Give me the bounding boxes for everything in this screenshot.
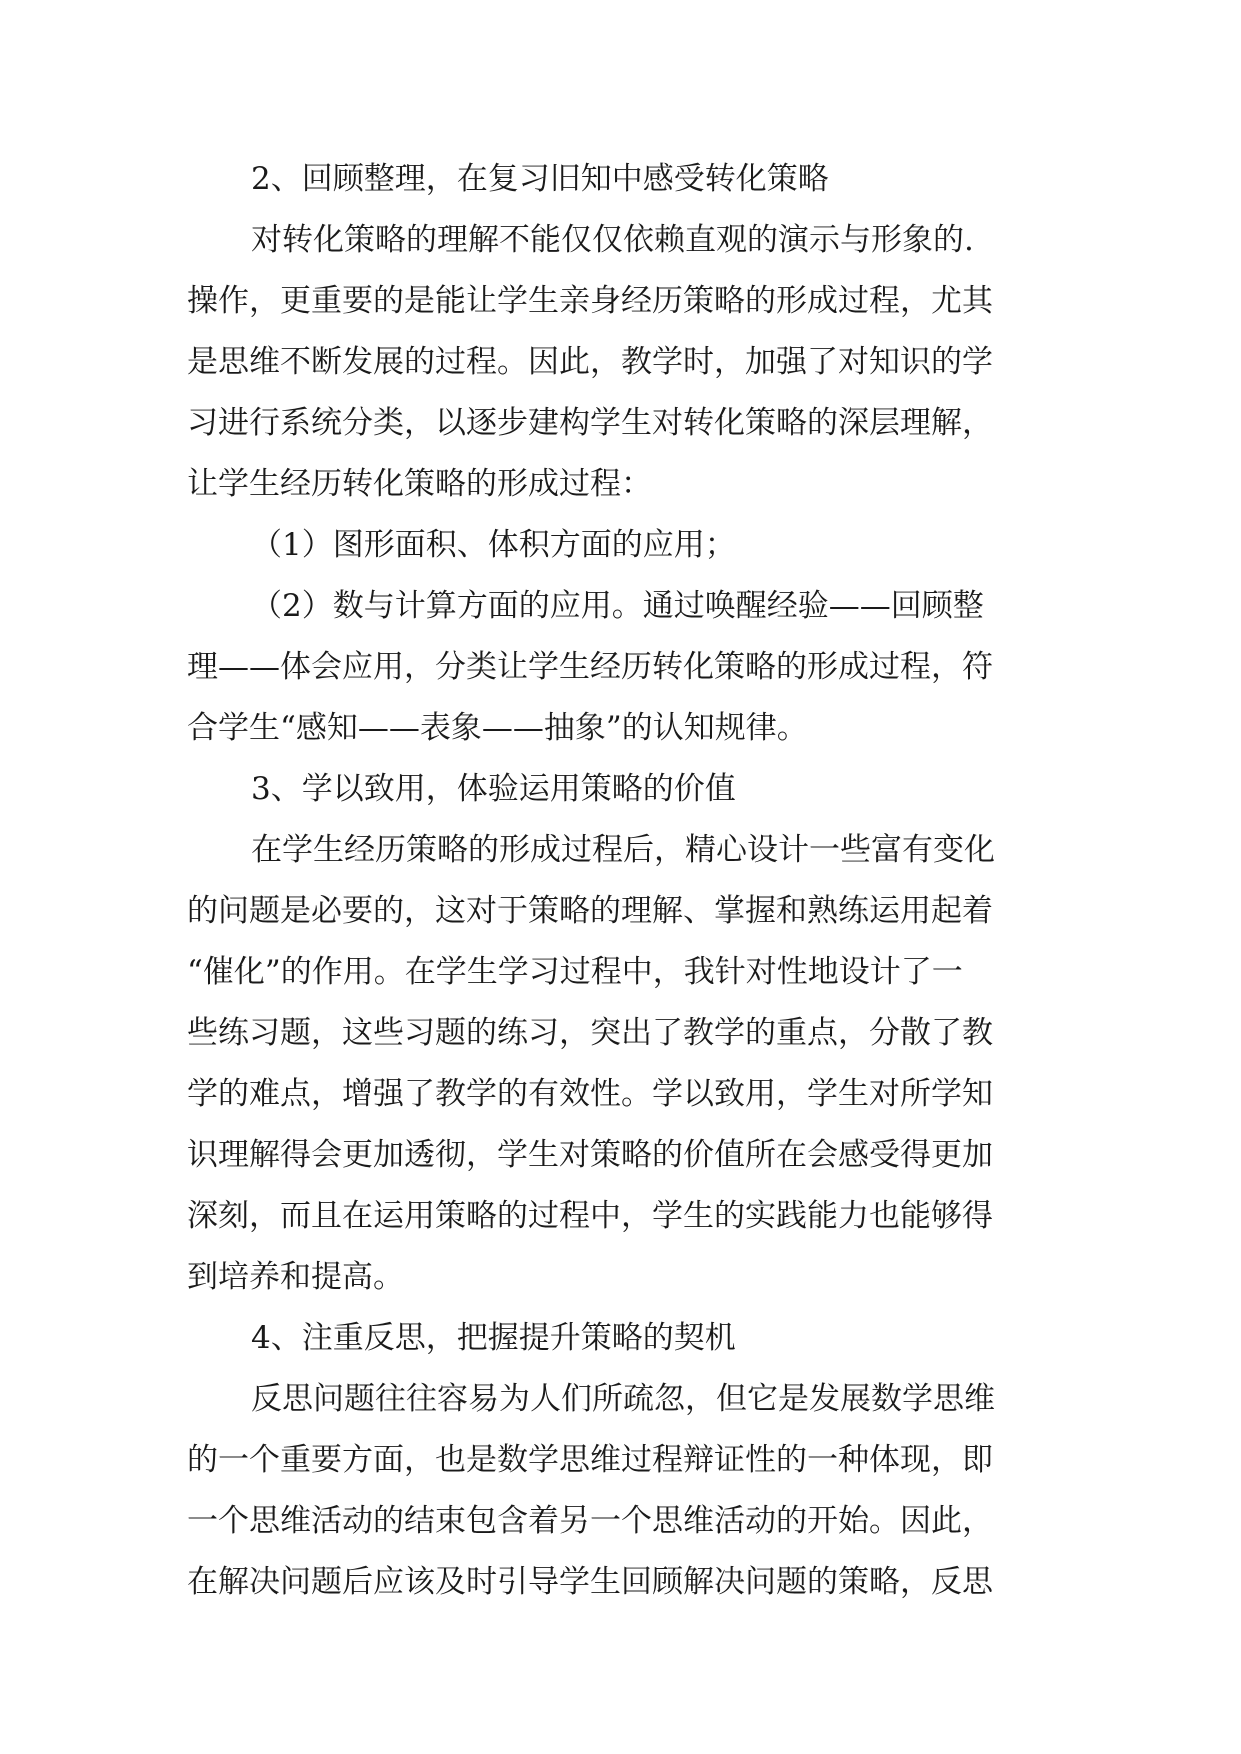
paragraph-line — [0, 1065, 1241, 1123]
paragraph-line — [0, 943, 1241, 1001]
text-line: 合学生“感知——表象——抽象”的认知规律。 — [187, 710, 808, 746]
text-line: 是思维不断发展的过程。因此，教学时，加强了对知识的学 — [187, 344, 993, 380]
text-line: 的问题是必要的，这对于策略的理解、掌握和熟练运用起着 — [187, 893, 993, 929]
paragraph-line — [0, 333, 1241, 391]
text-line: 操作，更重要的是能让学生亲身经历策略的形成过程，尤其 — [187, 283, 993, 319]
text-line: 学的难点，增强了教学的有效性。学以致用，学生对所学知 — [187, 1076, 993, 1112]
list-item-1 — [0, 516, 1241, 574]
paragraph-line — [0, 1553, 1241, 1611]
text-line: 些练习题，这些习题的练习，突出了教学的重点，分散了教 — [187, 1015, 993, 1051]
paragraph-line — [0, 1248, 1241, 1306]
text-line: 的一个重要方面，也是数学思维过程辩证性的一种体现，即 — [187, 1442, 993, 1478]
text-line: 在学生经历策略的形成过程后，精心设计一些富有变化 — [251, 832, 995, 868]
text-line: （2）数与计算方面的应用。通过唤醒经验——回顾整 — [251, 588, 984, 624]
text-line: 在解决问题后应该及时引导学生回顾解决问题的策略，反思 — [187, 1564, 993, 1600]
paragraph-line — [0, 821, 1241, 879]
paragraph-line — [0, 1431, 1241, 1489]
text-line: 反思问题往往容易为人们所疏忽，但它是发展数学思维 — [251, 1381, 995, 1417]
text-line: 识理解得会更加透彻，学生对策略的价值所在会感受得更加 — [187, 1137, 993, 1173]
paragraph-line — [0, 272, 1241, 330]
heading-section-2 — [0, 150, 1241, 208]
paragraph-line — [0, 1370, 1241, 1428]
paragraph-line — [0, 882, 1241, 940]
text-line: 对转化策略的理解不能仅仅依赖直观的演示与形象的. — [251, 222, 974, 258]
text-line: 习进行系统分类，以逐步建构学生对转化策略的深层理解， — [187, 405, 993, 441]
heading-section-3 — [0, 760, 1241, 818]
text-line: 理——体会应用，分类让学生经历转化策略的形成过程，符 — [187, 649, 993, 685]
text-line: 4、注重反思，把握提升策略的契机 — [251, 1320, 736, 1356]
paragraph-line — [0, 211, 1241, 269]
text-line: （1）图形面积、体积方面的应用； — [251, 527, 736, 563]
paragraph-line — [0, 1187, 1241, 1245]
text-line: 让学生经历转化策略的形成过程： — [187, 466, 652, 502]
paragraph-line — [0, 699, 1241, 757]
text-line: 到培养和提高。 — [187, 1259, 404, 1295]
paragraph-line — [0, 394, 1241, 452]
list-item-2 — [0, 577, 1241, 635]
paragraph-line — [0, 1004, 1241, 1062]
paragraph-line — [0, 1126, 1241, 1184]
paragraph-line — [0, 638, 1241, 696]
heading-section-4 — [0, 1309, 1241, 1367]
text-line: 3、学以致用，体验运用策略的价值 — [251, 771, 736, 807]
paragraph-line — [0, 1492, 1241, 1550]
text-line: 深刻，而且在运用策略的过程中，学生的实践能力也能够得 — [187, 1198, 993, 1234]
text-line: 一个思维活动的结束包含着另一个思维活动的开始。因此， — [187, 1503, 993, 1539]
text-line: “催化”的作用。在学生学习过程中，我针对性地设计了一 — [187, 954, 963, 990]
paragraph-line — [0, 455, 1241, 513]
text-line: 2、回顾整理，在复习旧知中感受转化策略 — [251, 161, 829, 197]
